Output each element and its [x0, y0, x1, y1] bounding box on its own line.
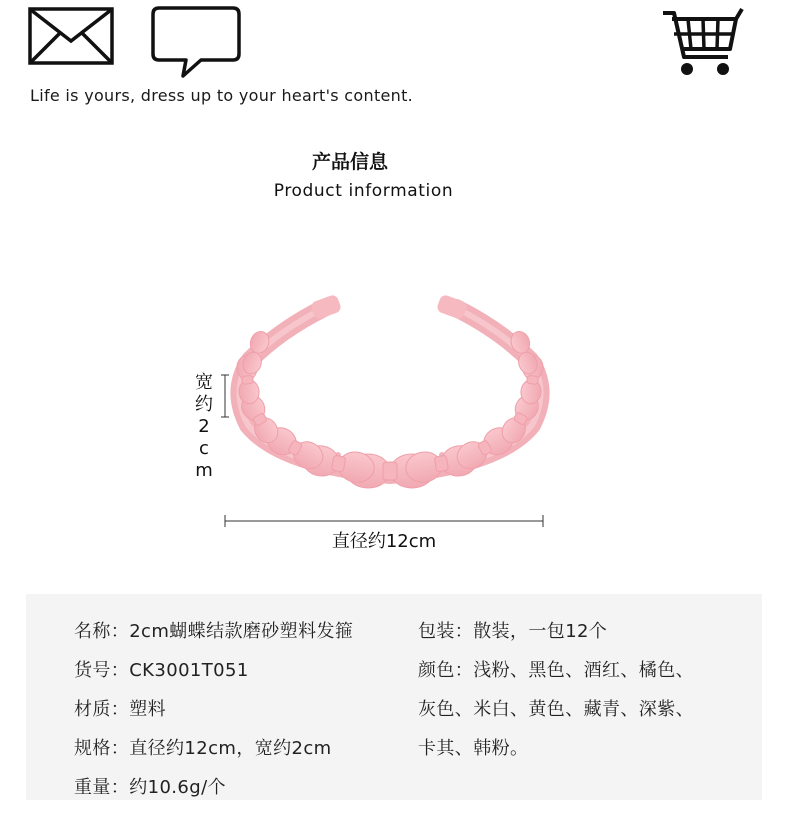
info-packaging: 包装：散装，一包12个 — [418, 621, 608, 642]
speech-bubble-icon[interactable] — [151, 6, 241, 78]
envelope-icon[interactable] — [28, 7, 114, 65]
section-title-en: Product information — [273, 181, 454, 201]
product-info-panel — [26, 594, 762, 800]
info-size: 规格：直径约12cm，宽约2cm — [74, 738, 332, 759]
info-colors-3: 卡其、韩粉。 — [418, 738, 529, 759]
info-sku: 货号：CK3001T051 — [74, 660, 249, 681]
info-colors-1: 颜色：浅粉、黑色、酒红、橘色、 — [418, 660, 694, 681]
width-dimension-line — [219, 374, 231, 418]
info-colors-2: 灰色、米白、黄色、藏青、深紫、 — [418, 699, 694, 720]
headband-image — [220, 290, 560, 510]
section-title-cn: 产品信息 — [311, 151, 388, 173]
shopping-cart-icon[interactable] — [660, 5, 746, 79]
width-label: 宽 约 2 c m — [195, 372, 213, 481]
diameter-label: 直径约12cm — [331, 531, 437, 552]
diameter-dimension-line — [224, 514, 544, 528]
tagline: Life is yours, dress up to your heart's content. — [30, 86, 414, 105]
info-weight: 重量：约10.6g/个 — [74, 777, 226, 798]
info-name: 名称：2cm蝴蝶结款磨砂塑料发箍 — [74, 621, 354, 642]
info-material: 材质：塑料 — [74, 699, 166, 720]
